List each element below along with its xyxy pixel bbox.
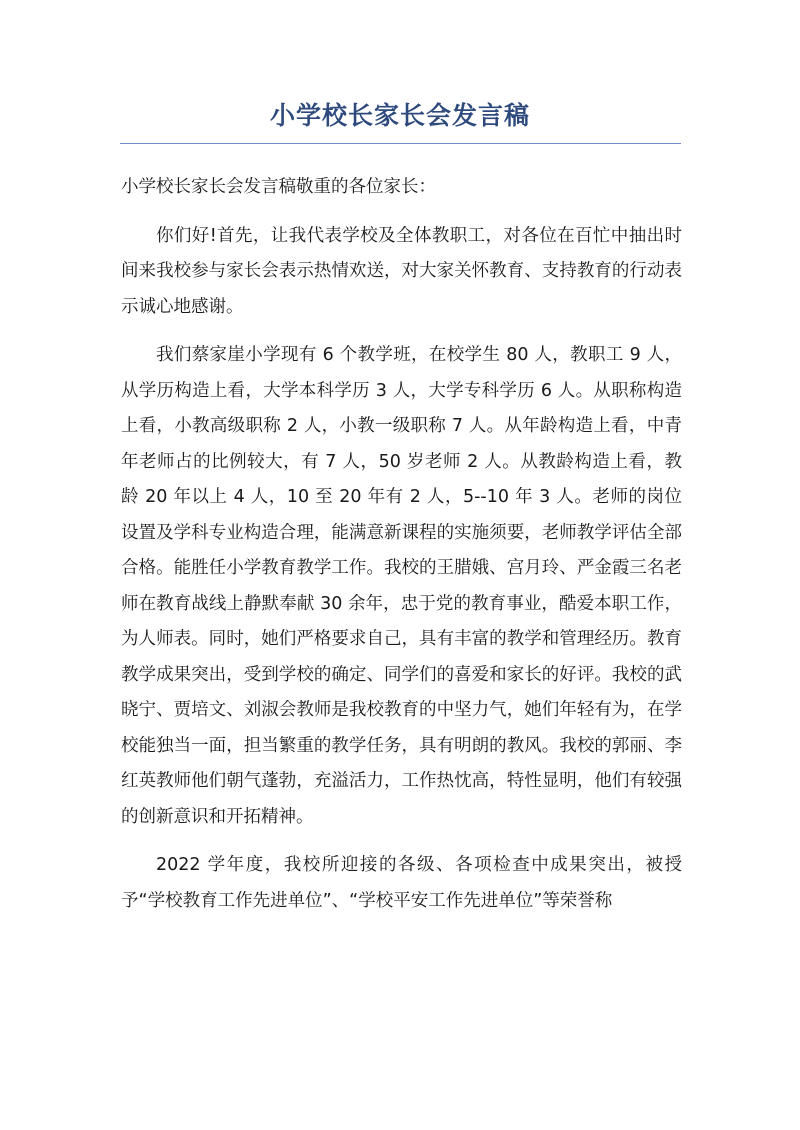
document-title: 小学校长家长会发言稿 bbox=[269, 101, 530, 130]
paragraph-achievements: 2022 学年度，我校所迎接的各级、各项检查中成果突出，被授予“学校教育工作先进单位”、“学校平安工作先进单位”等荣誉称 bbox=[121, 855, 682, 911]
salutation: 小学校长家长会发言稿敬重的各位家长： bbox=[121, 177, 436, 197]
paragraph-greeting: 你们好!首先，让我代表学校及全体教职工，对各位在百忙中抽出时间来我校参与家长会表示热情欢送，对大家关怀教育、支持教育的行动表示诚心地感谢。 bbox=[121, 225, 682, 317]
paragraph-staff: 我们蔡家崖小学现有 6 个教学班，在校学生 80 人，教职工 9 人，从学历构造上看，大学本科学历 3 人，大学专科学历 6 人。从职称构造上看，小教高级职称 2 人，小教一级职称 7 人。从年龄构造上看，中青年老师占的比例较大，有 7 人，50 岁老师 2 人。从教龄构造上看，教龄 20 年以上 4 人，10 至 20 年有 2 人，5--10 年 3 人。老师的岗位设置及学科专业构造合理，能满意新课程的实施须要，老师教学评估全部合格。能胜任小学教育教学工作。我校的王腊娥、宫月玲、严金霞三名老师在教育战线上静默奉献 30 余年，忠于党的教育事业，酷爱本职工作，为人师表。同时，她们严格要求自己，具有丰富的教学和管理经历。教育教学成果突出，受到学校的确定、同学们的喜爱和家长的好评。我校的武晓宁、贾培文、刘淑会教师是我校教育的中坚力气，她们年轻有为，在学校能独当一面，担当繁重的教学任务，具有明朗的教风。我校的郭丽、李红英教师他们朝气蓬勃，充溢活力，工作热忱高，特性显明，他们有较强的创新意识和开拓精神。 bbox=[121, 345, 682, 827]
document-body bbox=[121, 170, 682, 932]
title-underline bbox=[120, 143, 681, 144]
